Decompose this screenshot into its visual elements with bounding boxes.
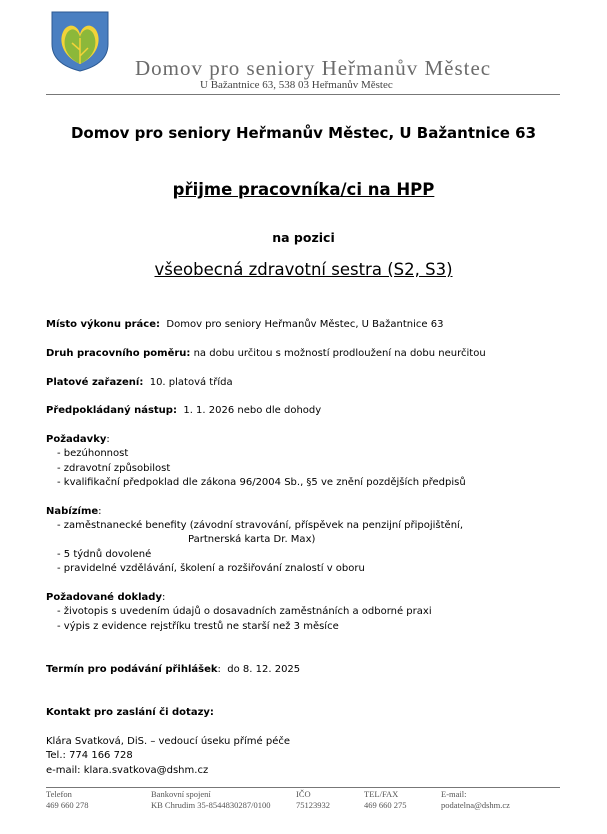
offer-item-continued: Partnerská karta Dr. Max) [188,534,316,545]
start-row [46,405,321,416]
header-divider [46,94,560,95]
salary-row [46,377,233,388]
footer-fax: TEL/FAX 469 660 275 [364,789,407,810]
deadline-value: do 8. 12. 2025 [227,664,301,675]
place-label: Místo výkonu práce: [46,319,161,330]
position-title: všeobecná zdravotní sestra (S2, S3) [154,260,453,279]
contact-phone: Tel.: 774 166 728 [46,750,133,761]
contract-value: na dobu určitou s možností prodloužení na dobu neurčitou [193,348,486,359]
contact-heading: Kontakt pro zaslání či dotazy: [46,707,214,718]
offers-heading: Nabízíme: [46,506,102,517]
offer-item: - pravidelné vzdělávání, školení a rozšiřování znalostí v oboru [57,563,365,574]
requirements-heading: Požadavky: [46,434,110,445]
hiring-title: přijme pracovníka/ci na HPP [172,180,435,199]
offer-item: - zaměstnanecké benefity (závodní stravování, příspěvek na penzijní připojištění, [57,520,464,531]
deadline-label: Termín pro podávání přihlášek [46,664,218,675]
requirement-item: - kvalifikační předpoklad dle zákona 96/2004 Sb., §5 ve znění pozdějších předpisů [57,477,466,488]
place-value: Domov pro seniory Heřmanův Městec, U Bažantnice 63 [166,319,444,330]
contact-name: Klára Svatková, DiS. – vedoucí úseku přímé péče [46,736,291,747]
salary-value: 10. platová třída [149,377,233,388]
deadline-row: Termín pro podávání přihlášek: do 8. 12. 2025 [46,664,301,675]
salary-label: Platové zařazení: [46,377,144,388]
start-label: Předpokládaný nástup: [46,405,177,416]
offer-item: - 5 týdnů dovolené [57,549,152,560]
document-item: - výpis z evidence rejstříku trestů ne starší než 3 měsíce [57,621,339,632]
footer-phone: Telefon 469 660 278 [46,789,89,810]
documents-heading: Požadované doklady: [46,592,166,603]
footer-bank: Bankovní spojení KB Chrudim 35-8544830287/0100 [151,789,271,810]
contact-email[interactable]: e-mail: klara.svatkova@dshm.cz [46,765,209,776]
footer-ico: IČO 75123932 [296,789,330,810]
contract-label: Druh pracovního poměru: [46,348,191,359]
employer-title: Domov pro seniory Heřmanův Městec, U Bažantnice 63 [70,124,537,142]
org-address: U Bažantnice 63, 538 03 Heřmanův Městec [200,79,393,91]
document-item: - životopis s uvedením údajů o dosavadních zaměstnáních a odborné praxi [57,606,432,617]
org-name: Domov pro seniory Heřmanův Městec [135,56,492,80]
footer-email: E-mail: podatelna@dshm.cz [441,789,510,810]
footer-divider [46,787,560,788]
start-value: 1. 1. 2026 nebo dle dohody [183,405,322,416]
logo-emblem [48,10,112,72]
position-intro: na pozici [272,230,335,245]
requirement-item: - zdravotní způsobilost [57,463,171,474]
contract-row [46,348,486,359]
requirement-item: - bezúhonnost [57,448,129,459]
place-row [46,319,443,330]
